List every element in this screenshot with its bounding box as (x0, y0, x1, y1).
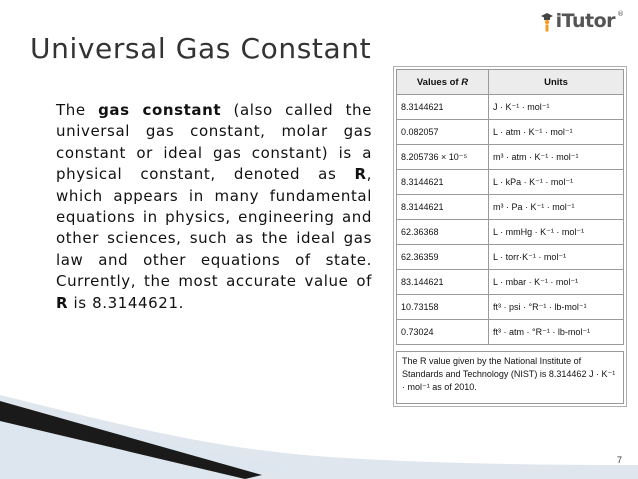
slide-title: Universal Gas Constant (30, 32, 372, 65)
table-row (397, 320, 624, 345)
value-cell: 62.36359 (397, 245, 489, 270)
unit-cell: J · K⁻¹ · mol⁻¹ (489, 95, 624, 120)
para-text-4: is 8.3144621. (68, 293, 184, 312)
graduate-figure-icon (540, 10, 554, 32)
table-row (397, 195, 624, 220)
unit-cell: L · kPa · K⁻¹ · mol⁻¹ (489, 170, 624, 195)
value-cell: 62.36368 (397, 220, 489, 245)
para-bold-r-1: R (354, 165, 367, 184)
header-values (397, 70, 489, 95)
para-text-3: , which appears in many fundamental equations in physics, engineering and other sciences, such as the ideal gas law and other equations of state. Currently, the most accurate value of (56, 165, 372, 291)
value-cell: 0.082057 (397, 120, 489, 145)
value-cell: 8.3144621 (397, 195, 489, 220)
unit-cell: L · atm · K⁻¹ · mol⁻¹ (489, 120, 624, 145)
page-number: 7 (616, 455, 622, 465)
table-row (397, 120, 624, 145)
table-row (397, 145, 624, 170)
table-row (397, 245, 624, 270)
header-units: Units (489, 70, 624, 95)
table-header-row (397, 70, 624, 95)
logo-text: iTutor (555, 10, 615, 32)
value-cell: 83.144621 (397, 270, 489, 295)
value-cell: 8.3144621 (397, 95, 489, 120)
para-text-1: The (56, 101, 99, 119)
table-row (397, 95, 624, 120)
para-text-2: (also called the universal gas constant, molar gas constant or ideal gas constant) is a physical constant, denoted as (56, 101, 372, 184)
value-cell: 0.73024 (397, 320, 489, 345)
value-cell: 8.3144621 (397, 170, 489, 195)
unit-cell: L · mbar · K⁻¹ · mol⁻¹ (489, 270, 624, 295)
nist-note: The R value given by the National Institute of Standards and Technology (NIST) is 8.314462 J · K⁻¹ · mol⁻¹ as of 2010. (396, 351, 624, 404)
table-row (397, 220, 624, 245)
unit-cell: m³ · Pa · K⁻¹ · mol⁻¹ (489, 195, 624, 220)
itutor-logo (540, 6, 624, 36)
header-values-r: R (461, 76, 469, 88)
para-bold-r-2: R (56, 293, 69, 312)
decorative-swoosh (0, 395, 638, 479)
table-row (397, 295, 624, 320)
value-cell: 8.205736 × 10⁻⁵ (397, 145, 489, 170)
table-row (397, 170, 624, 195)
gas-constant-table-image (393, 66, 627, 407)
body-paragraph (56, 100, 372, 314)
unit-cell: L · torr·K⁻¹ · mol⁻¹ (489, 245, 624, 270)
unit-cell: L · mmHg · K⁻¹ · mol⁻¹ (489, 220, 624, 245)
para-bold-gas-constant: gas constant (98, 101, 222, 119)
unit-cell: ft³ · atm · °R⁻¹ · lb-mol⁻¹ (489, 320, 624, 345)
values-table (396, 69, 624, 345)
unit-cell: m³ · atm · K⁻¹ · mol⁻¹ (489, 145, 624, 170)
unit-cell: ft³ · psi · °R⁻¹ · lb-mol⁻¹ (489, 295, 624, 320)
table-row (397, 270, 624, 295)
logo-registered-mark: ® (617, 10, 624, 18)
header-values-label: Values of (416, 76, 462, 88)
value-cell: 10.73158 (397, 295, 489, 320)
